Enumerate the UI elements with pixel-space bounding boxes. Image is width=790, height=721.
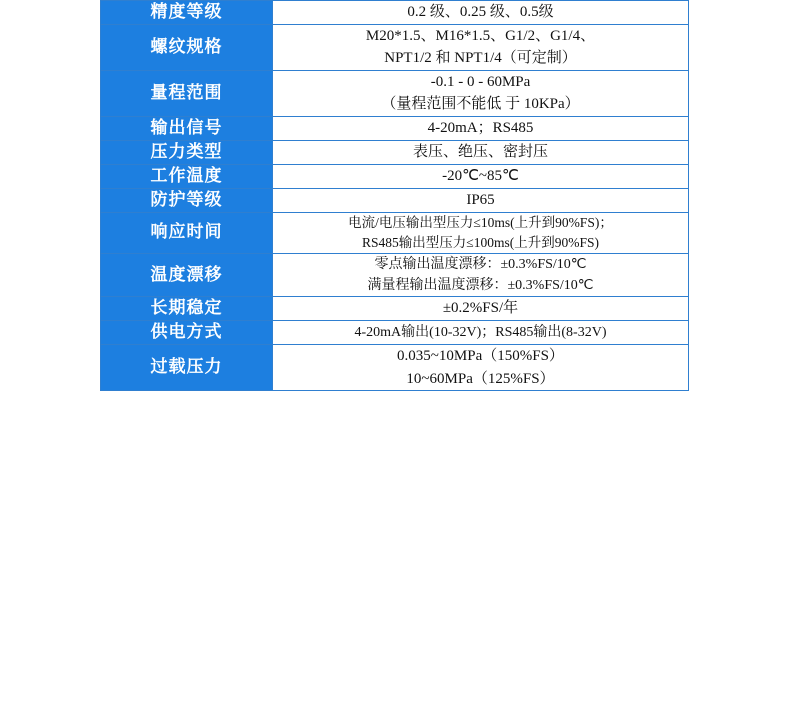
table-row (101, 188, 689, 212)
spec-value-line: 10~60MPa（125%FS） (406, 370, 555, 387)
spec-label-cell: 长期稳定 (101, 297, 273, 321)
spec-value-cell (273, 1, 689, 25)
spec-label-cell: 过载压力 (101, 345, 273, 391)
spec-label-cell: 温度漂移 (101, 254, 273, 297)
spec-value-line: 零点输出温度漂移：±0.3%FS/10℃ (374, 257, 587, 273)
spec-value-line: -20℃~85℃ (442, 168, 519, 185)
spec-value-line: 4-20mA输出(10-32V)；RS485输出(8-32V) (354, 325, 607, 341)
spec-value-cell (273, 345, 689, 391)
spec-value-line: 满量程输出温度漂移：±0.3%FS/10℃ (367, 278, 594, 294)
table-row (101, 140, 689, 164)
spec-sheet (100, 0, 688, 391)
spec-label-cell: 供电方式 (101, 321, 273, 345)
spec-label-cell: 防护等级 (101, 188, 273, 212)
spec-label-cell: 响应时间 (101, 212, 273, 254)
spec-value-cell (273, 140, 689, 164)
spec-value-cell (273, 70, 689, 116)
spec-value-line: RS485输出型压力≤100ms(上升到90%FS) (362, 234, 599, 250)
spec-label-cell: 精度等级 (101, 1, 273, 25)
table-row (101, 70, 689, 116)
spec-value-cell (273, 24, 689, 70)
spec-value-line: NPT1/2 和 NPT1/4（可定制） (384, 50, 577, 67)
table-body (101, 1, 689, 391)
spec-value-line: 电流/电压输出型压力≤10ms(上升到90%FS)； (348, 214, 613, 230)
spec-value-cell (273, 188, 689, 212)
spec-value-line: IP65 (466, 191, 495, 208)
spec-label-cell: 工作温度 (101, 164, 273, 188)
spec-label-cell: 输出信号 (101, 116, 273, 140)
spec-value-cell (273, 116, 689, 140)
spec-value-line: -0.1 - 0 - 60MPa (430, 73, 531, 90)
spec-value-line: 0.035~10MPa（150%FS） (397, 348, 564, 365)
table-row (101, 116, 689, 140)
spec-value-line: ±0.2%FS/年 (442, 300, 519, 317)
spec-value-cell (273, 321, 689, 345)
spec-value-line: 表压、绝压、密封压 (412, 144, 548, 161)
spec-value-line: M20*1.5、M16*1.5、G1/2、G1/4、 (365, 27, 596, 44)
spec-label-cell: 螺纹规格 (101, 24, 273, 70)
spec-value-line: 0.2 级、0.25 级、0.5级 (407, 4, 554, 21)
spec-value-line: （量程范围不能低 于 10KPa） (381, 96, 580, 113)
table-row (101, 164, 689, 188)
spec-value-line: 4-20mA；RS485 (427, 120, 534, 137)
spec-value-cell (273, 254, 689, 297)
table-row (101, 345, 689, 391)
table-row (101, 24, 689, 70)
spec-label-cell: 量程范围 (101, 70, 273, 116)
table-row (101, 1, 689, 25)
spec-value-cell (273, 212, 689, 254)
specification-table (100, 0, 689, 391)
table-row (101, 212, 689, 254)
spec-value-cell (273, 164, 689, 188)
table-row (101, 297, 689, 321)
spec-label-cell: 压力类型 (101, 140, 273, 164)
spec-value-cell (273, 297, 689, 321)
table-row (101, 321, 689, 345)
table-row (101, 254, 689, 297)
